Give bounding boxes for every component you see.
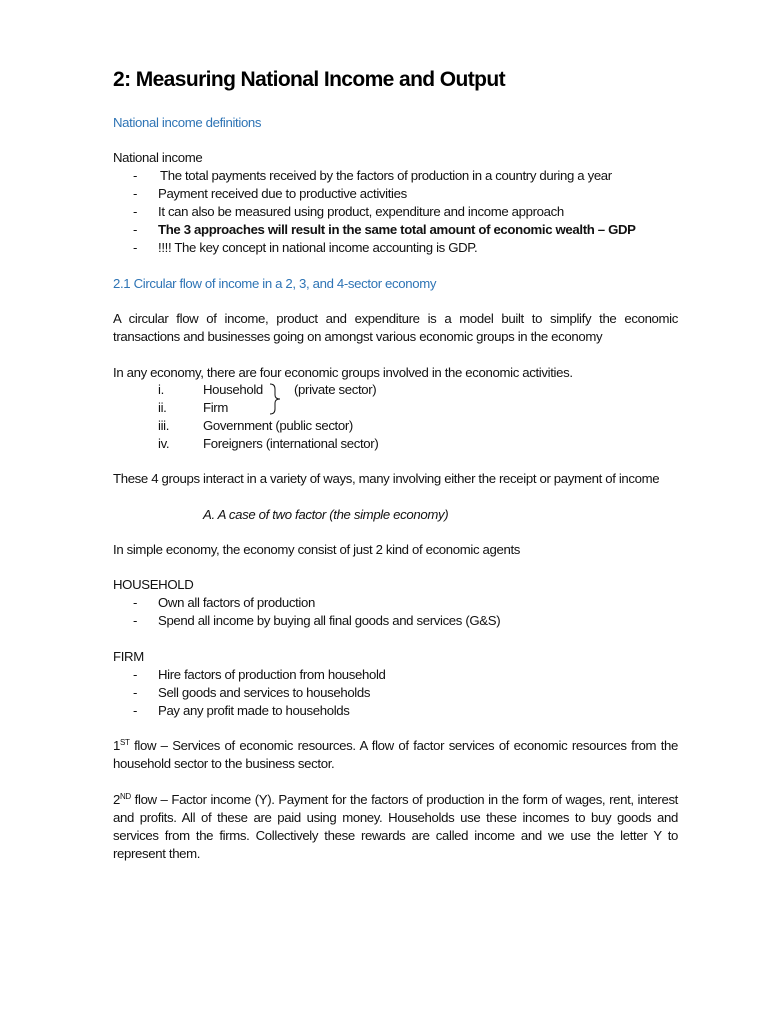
bullet-dash: - — [133, 703, 138, 718]
flow1-line — [113, 737, 678, 755]
list-item-text: Household — [203, 382, 263, 397]
flow-number: 2 — [113, 792, 120, 807]
bullet-dash: - — [133, 204, 138, 219]
list-number: i. — [158, 382, 164, 397]
paragraph: In simple economy, the economy consist of just 2 kind of economic agents — [113, 542, 521, 557]
section-heading-definitions: National income definitions — [113, 115, 262, 130]
ordinal-suffix: ST — [119, 738, 130, 747]
list-number: ii. — [158, 400, 167, 415]
list-item-text: Hire factors of production from household — [158, 667, 386, 682]
flow-text: flow – Services of economic resources. A flow of factor services of economic resources from the — [129, 738, 678, 753]
flow-text: flow – Factor income (Y). Payment for the factors of production in the form of wages, rent, interest — [130, 792, 678, 807]
curly-brace-icon — [268, 382, 284, 416]
list-item-text: Own all factors of production — [158, 595, 315, 610]
list-item-text: It can also be measured using product, expenditure and income approach — [158, 204, 564, 219]
list-item-text: The total payments received by the factors of production in a country during a year — [160, 168, 612, 183]
paragraph: These 4 groups interact in a variety of ways, many involving either the receipt or payment of income — [113, 471, 660, 486]
list-item-text: Firm — [203, 400, 228, 415]
household-label: HOUSEHOLD — [113, 577, 194, 592]
firm-label: FIRM — [113, 649, 144, 664]
paragraph-line: represent them. — [113, 846, 201, 861]
page-title: 2: Measuring National Income and Output — [113, 68, 505, 91]
section-heading-2-1: 2.1 Circular flow of income in a 2, 3, and 4-sector economy — [113, 276, 437, 291]
list-number: iv. — [158, 436, 170, 451]
ordinal-suffix: ND — [119, 792, 131, 801]
list-item-text: Government (public sector) — [203, 418, 353, 433]
paragraph: In any economy, there are four economic groups involved in the economic activities. — [113, 365, 573, 380]
list-item-text: The 3 approaches will result in the same total amount of economic wealth – GDP — [158, 222, 636, 237]
paragraph-line: and profits. All of these are paid using money. Households use these incomes to buy goods and — [113, 810, 678, 825]
national-income-label: National income — [113, 150, 203, 165]
list-item-text: !!!! The key concept in national income accounting is GDP. — [158, 240, 478, 255]
list-item-text: Payment received due to productive activities — [158, 186, 407, 201]
list-item-text: Pay any profit made to households — [158, 703, 350, 718]
bullet-dash: - — [133, 685, 138, 700]
private-sector-label: (private sector) — [294, 382, 377, 397]
flow2-line — [113, 791, 678, 809]
bullet-dash: - — [133, 240, 138, 255]
bullet-dash: - — [133, 595, 138, 610]
paragraph-line: transactions and businesses going on amongst various economic groups in the economy — [113, 329, 603, 344]
list-number: iii. — [158, 418, 170, 433]
subheading-case-a: A. A case of two factor (the simple economy) — [203, 507, 449, 522]
flow-number: 1 — [113, 738, 120, 753]
bullet-dash: - — [133, 613, 138, 628]
bullet-dash: - — [133, 667, 138, 682]
paragraph-line: services from the firms. Collectively these rewards are called income and we use the letter Y to — [113, 828, 678, 843]
bullet-dash: - — [133, 168, 138, 183]
list-item-text: Spend all income by buying all final goods and services (G&S) — [158, 613, 501, 628]
paragraph-line: household sector to the business sector. — [113, 756, 335, 771]
list-item-text: Foreigners (international sector) — [203, 436, 379, 451]
bullet-dash: - — [133, 186, 138, 201]
paragraph-line: A circular flow of income, product and expenditure is a model built to simplify the economic — [113, 311, 678, 326]
list-item-text: Sell goods and services to households — [158, 685, 371, 700]
bullet-dash: - — [133, 222, 138, 237]
